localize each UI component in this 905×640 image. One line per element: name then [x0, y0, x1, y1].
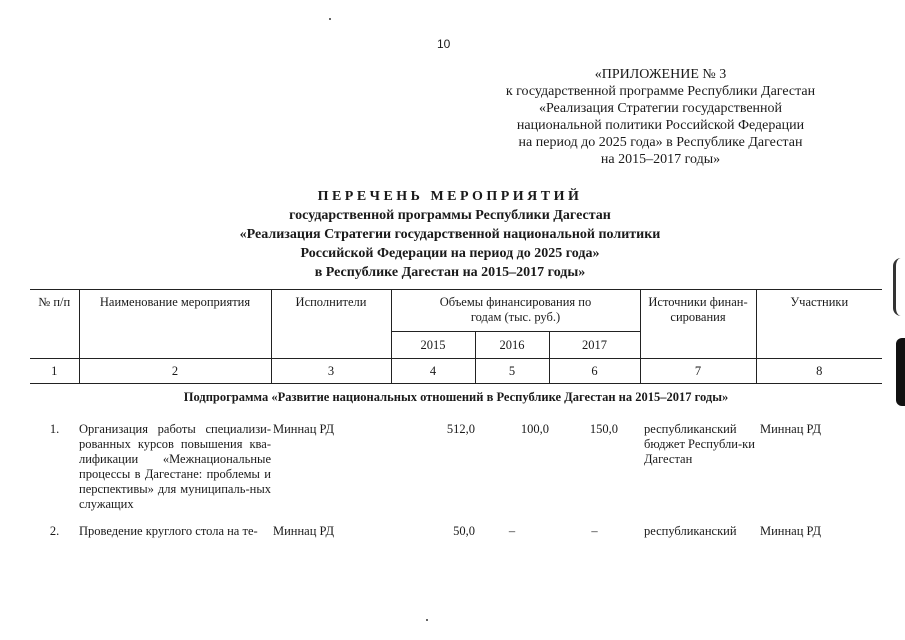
title-line: «Реализация Стратегии государственной национальной политики: [239, 227, 661, 242]
title-line: государственной программы Республики Дагестан: [289, 208, 611, 223]
title-line: Российской Федерации на период до 2025 года»: [300, 246, 600, 261]
appendix-line: «Реализация Стратегии государственной: [538, 101, 783, 116]
header-year-2015: 2015: [391, 332, 475, 359]
row-executor: Миннац РД: [273, 524, 335, 538]
appendix-line: национальной политики Российской Федерации: [516, 118, 805, 133]
scan-speck: [426, 619, 428, 621]
appendix-line: «ПРИЛОЖЕНИЕ № 3: [594, 67, 727, 82]
row-2017: –: [591, 524, 598, 538]
scan-speck: [329, 18, 331, 20]
table-row: [30, 512, 882, 539]
subprogram-heading: Подпрограмма «Развитие национальных отношений в Республике Дагестан на 2015–2017 годы»: [183, 389, 729, 404]
page-number: 10: [437, 37, 451, 51]
header-executors: Исполнители: [271, 290, 391, 359]
column-number: 5: [475, 359, 549, 384]
row-name: Организация работы специализи-рованных курсов повышения ква-лификации «Межнациональные процессы в Дагестане: проблемы и перспективы» для муниципаль-ных служащих: [79, 422, 271, 511]
column-number: 4: [391, 359, 475, 384]
appendix-line: на 2015–2017 годы»: [600, 152, 721, 167]
scan-edge-mark: [896, 338, 905, 406]
row-source: республиканский бюджет Республи-ки Дагестан: [644, 422, 755, 466]
row-2015: 512,0: [446, 422, 475, 436]
row-participant: Миннац РД: [760, 524, 822, 538]
header-participants: Участники: [756, 290, 882, 359]
row-num: 1.: [49, 422, 60, 436]
document-title: [160, 187, 740, 282]
column-numbers-row: [30, 359, 882, 384]
row-2016: –: [508, 524, 516, 538]
appendix-line: к государственной программе Республики Дагестан: [505, 84, 816, 99]
appendix-line: на период до 2025 года» в Республике Дагестан: [518, 135, 803, 150]
title-line: в Республике Дагестан на 2015–2017 годы»: [314, 265, 586, 280]
row-2016: 100,0: [520, 422, 549, 436]
column-number: 2: [79, 359, 271, 384]
header-name: Наименование мероприятия: [79, 290, 271, 359]
title-main: ПЕРЕЧЕНЬ МЕРОПРИЯТИЙ: [317, 189, 583, 204]
scan-edge-mark: [893, 258, 905, 316]
column-number: 1: [30, 359, 79, 384]
header-sources: Источники финан-сирования: [640, 290, 756, 359]
header-funding: Объемы финансирования по годам (тыс. руб.): [391, 290, 640, 332]
column-number: 8: [756, 359, 882, 384]
row-2015: 50,0: [453, 524, 475, 538]
header-year-2017: 2017: [549, 332, 640, 359]
header-year-2016: 2016: [475, 332, 549, 359]
appendix-heading: [488, 66, 833, 168]
column-number: 3: [271, 359, 391, 384]
row-source: республиканский: [644, 524, 737, 538]
column-number: 6: [549, 359, 640, 384]
table-row: [30, 410, 882, 512]
row-executor: Миннац РД: [273, 422, 335, 436]
row-2017: 150,0: [589, 422, 618, 436]
row-participant: Миннац РД: [760, 422, 822, 436]
header-num: № п/п: [30, 290, 79, 359]
column-number: 7: [640, 359, 756, 384]
measures-table: [30, 289, 882, 539]
row-num: 2.: [49, 524, 60, 538]
row-name: Проведение круглого стола на те-: [79, 524, 258, 538]
